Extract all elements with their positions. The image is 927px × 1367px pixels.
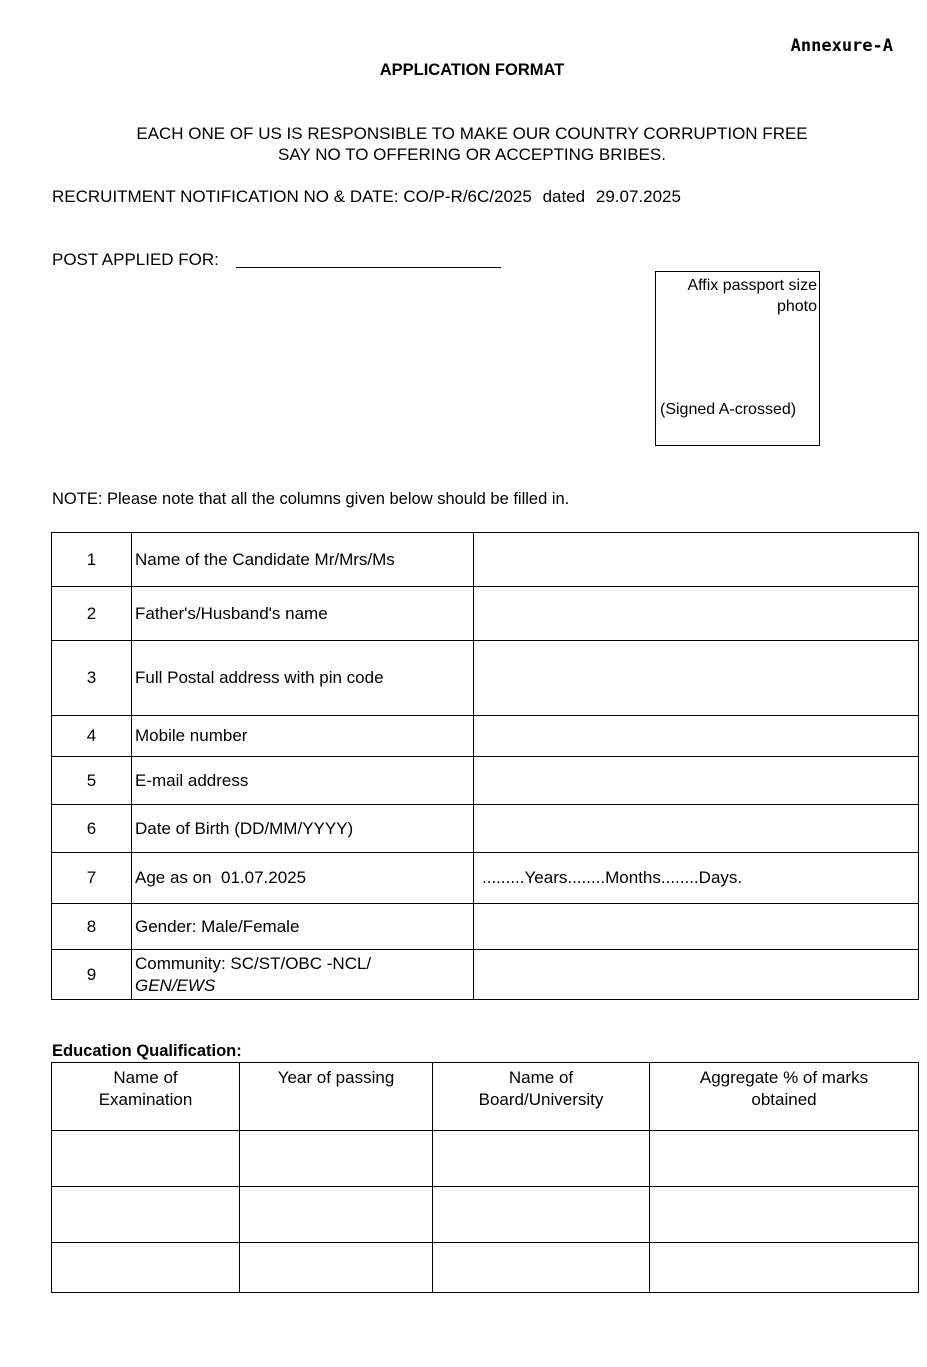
column-header-marks [650, 1063, 919, 1131]
date-of-birth-field[interactable] [474, 805, 919, 853]
row-number: 5 [52, 757, 132, 805]
table-row [52, 757, 919, 805]
marks-cell[interactable] [650, 1187, 919, 1243]
notification-date: 29.07.2025 [595, 187, 681, 206]
table-row [52, 587, 919, 641]
header-line: Examination [98, 1090, 193, 1109]
row-label: Name of the Candidate Mr/Mrs/Ms [132, 533, 474, 587]
recruitment-notification [52, 187, 681, 207]
mobile-number-field[interactable] [474, 716, 919, 757]
postal-address-field[interactable] [474, 641, 919, 716]
header-line: Board/University [478, 1090, 604, 1109]
board-cell[interactable] [433, 1131, 650, 1187]
post-applied-input-line[interactable] [236, 267, 501, 268]
row-label [132, 950, 474, 1000]
education-heading: Education Qualification: [52, 1042, 242, 1060]
slogan-line-2: SAY NO TO OFFERING OR ACCEPTING BRIBES. [278, 145, 666, 164]
photo-box[interactable] [655, 271, 820, 446]
table-row [52, 904, 919, 950]
row-label: Mobile number [132, 716, 474, 757]
table-row [52, 1131, 919, 1187]
year-cell[interactable] [240, 1131, 433, 1187]
column-header-examination [52, 1063, 240, 1131]
row-label: E-mail address [132, 757, 474, 805]
table-row [52, 853, 919, 904]
row-number: 6 [52, 805, 132, 853]
marks-cell[interactable] [650, 1131, 919, 1187]
post-applied-label: POST APPLIED FOR: [52, 250, 219, 269]
examination-cell[interactable] [52, 1187, 240, 1243]
photo-box-signed-note: (Signed A-crossed) [660, 401, 797, 418]
table-row [52, 805, 919, 853]
row-number: 8 [52, 904, 132, 950]
examination-cell[interactable] [52, 1131, 240, 1187]
column-header-board [433, 1063, 650, 1131]
year-cell[interactable] [240, 1243, 433, 1293]
examination-cell[interactable] [52, 1243, 240, 1293]
community-label-line-2: GEN/EWS [135, 975, 216, 995]
gender-field[interactable] [474, 904, 919, 950]
candidate-details-table [51, 532, 919, 1000]
community-label-line-1: Community: SC/ST/OBC -NCL/ [135, 953, 372, 973]
candidate-name-field[interactable] [474, 533, 919, 587]
email-field[interactable] [474, 757, 919, 805]
photo-box-instruction: Affix passport size photo [687, 277, 817, 315]
note-text: NOTE: Please note that all the columns given below should be filled in. [52, 490, 570, 508]
year-cell[interactable] [240, 1187, 433, 1243]
row-label: Gender: Male/Female [132, 904, 474, 950]
notification-dated: dated [542, 187, 586, 206]
header-line: Aggregate % of marks [699, 1068, 869, 1087]
header-line: Name of [113, 1068, 178, 1087]
row-number: 3 [52, 641, 132, 716]
education-table [51, 1062, 919, 1293]
row-label: Full Postal address with pin code [132, 641, 474, 716]
row-label: Date of Birth (DD/MM/YYYY) [132, 805, 474, 853]
page-title: APPLICATION FORMAT [379, 61, 565, 79]
table-row [52, 950, 919, 1000]
row-number: 1 [52, 533, 132, 587]
column-header-year [240, 1063, 433, 1131]
row-number: 9 [52, 950, 132, 1000]
education-header-row [52, 1063, 919, 1131]
notification-label: RECRUITMENT NOTIFICATION NO & DATE: CO/P-R/6C/2025 [52, 187, 532, 206]
header-line: Year of passing [277, 1068, 395, 1087]
table-row [52, 533, 919, 587]
header-line: obtained [751, 1090, 817, 1109]
row-label: Father's/Husband's name [132, 587, 474, 641]
table-row [52, 716, 919, 757]
table-row [52, 1187, 919, 1243]
father-husband-name-field[interactable] [474, 587, 919, 641]
table-row [52, 641, 919, 716]
board-cell[interactable] [433, 1243, 650, 1293]
slogan-line-1: EACH ONE OF US IS RESPONSIBLE TO MAKE OUR COUNTRY CORRUPTION FREE [136, 124, 808, 143]
community-field[interactable] [474, 950, 919, 1000]
row-label: Age as on 01.07.2025 [132, 853, 474, 904]
row-number: 4 [52, 716, 132, 757]
board-cell[interactable] [433, 1187, 650, 1243]
header-line: Name of [508, 1068, 574, 1087]
marks-cell[interactable] [650, 1243, 919, 1293]
row-number: 2 [52, 587, 132, 641]
row-number: 7 [52, 853, 132, 904]
table-row [52, 1243, 919, 1293]
annexure-label: Annexure-A [790, 36, 893, 56]
age-field[interactable]: .........Years........Months........Days. [474, 853, 919, 904]
